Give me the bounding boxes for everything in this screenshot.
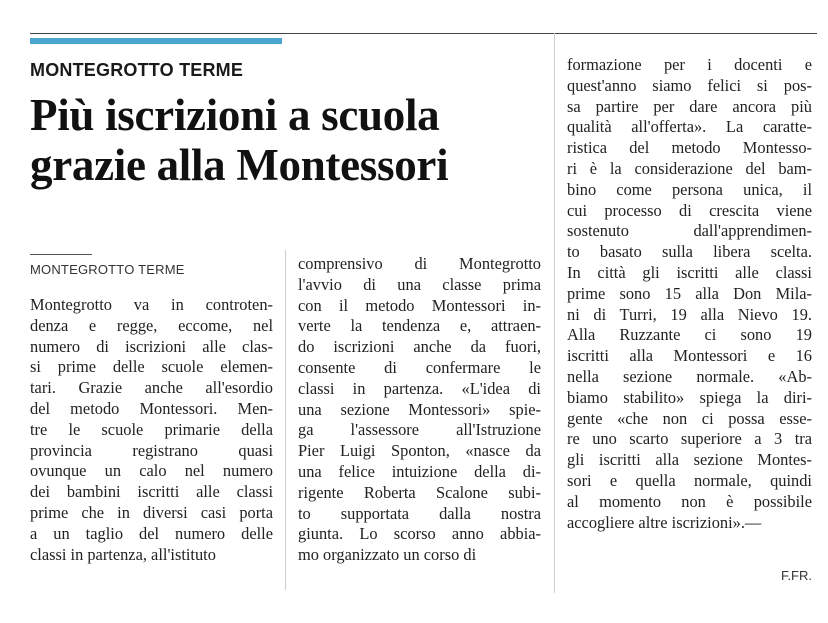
text-line: mo organizzato un corso di: [298, 545, 477, 565]
text-line: ga l'assessore all'Istruzione: [298, 420, 541, 440]
text-line: to basato sulla libera scelta.: [567, 242, 812, 262]
text-line: cui processo di crescita viene: [567, 200, 812, 220]
text-line: quest'anno siamo felici si pos-: [567, 75, 812, 95]
text-line: a un taglio del numero delle: [30, 523, 273, 543]
text-line: ni di Turri, 19 alla Nievo 19.: [567, 304, 812, 324]
section-accent-bar: [30, 38, 282, 44]
text-line: consente di confermare le: [298, 357, 541, 377]
text-line: prime che in diversi casi porta: [30, 502, 273, 522]
text-line: formazione per i docenti e: [567, 55, 812, 74]
text-line: ristica del metodo Montesso-: [567, 138, 812, 158]
article-column-1: [30, 295, 273, 565]
text-line: del metodo Montessori. Men-: [30, 398, 273, 418]
article-byline: MONTEGROTTO TERME: [30, 262, 185, 277]
text-line: una felice intuizione della di-: [298, 461, 541, 481]
text-line: biamo stabilito» spiega la diri-: [567, 387, 812, 407]
text-line: verte la tendenza e, attraen-: [298, 316, 541, 336]
text-line: con il metodo Montessori in-: [298, 295, 541, 315]
article-column-3: [567, 55, 812, 533]
text-line: re uno scarto superiore a 3 tra: [567, 429, 812, 449]
top-rule: [30, 33, 817, 34]
text-line: gli iscritti alla sezione Montes-: [567, 450, 812, 470]
text-line: numero di iscrizioni alle clas-: [30, 336, 273, 356]
text-line: sa partire per dare ancora più: [567, 96, 812, 116]
column-divider: [285, 250, 286, 590]
text-line: tre le scuole primarie della: [30, 419, 273, 439]
article-kicker: MONTEGROTTO TERME: [30, 60, 244, 80]
text-line: provincia registrano quasi: [30, 440, 273, 460]
text-line: sori e quella normale, quindi: [567, 470, 812, 490]
text-line: tari. Grazie anche all'esordio: [30, 378, 273, 398]
text-line: qualità all'offerta». La caratte-: [567, 117, 812, 137]
text-line: Alla Ruzzante ci sono 19: [567, 325, 812, 345]
text-line: gente «che non ci possa esse-: [567, 408, 812, 428]
byline-rule: [30, 254, 92, 255]
text-line: nella sezione normale. «Ab-: [567, 366, 812, 386]
text-line: ri è la considerazione del bam-: [567, 158, 812, 178]
article-headline: [30, 90, 550, 190]
text-line: comprensivo di Montegrotto: [298, 254, 541, 273]
text-line: si prime delle scuole elemen-: [30, 357, 273, 377]
text-line: Montegrotto va in controten-: [30, 295, 273, 314]
text-line: giunta. Lo scorso anno abbia-: [298, 524, 541, 544]
text-line: iscritti alla Montessori e 16: [567, 346, 812, 366]
text-line: ovunque un calo nel numero: [30, 461, 273, 481]
text-line: In città gli iscritti alle classi: [567, 262, 812, 282]
headline-line: Più iscrizioni a scuola: [30, 90, 440, 140]
author-signature: F.FR.: [780, 568, 812, 583]
article-column-2: [298, 254, 541, 566]
text-line: al momento non è possibile: [567, 491, 812, 511]
text-line: dei bambini iscritti alle classi: [30, 482, 273, 502]
text-line: to supportata dalla nostra: [298, 503, 541, 523]
column-divider: [554, 33, 555, 593]
text-line: l'avvio di una classe prima: [298, 274, 541, 294]
text-line: Pier Luigi Sponton, «nasce da: [298, 441, 541, 461]
text-line: sostenuto dall'apprendimen-: [567, 221, 812, 241]
text-line: prime sono 15 alla Don Mila-: [567, 283, 812, 303]
headline-line: grazie alla Montessori: [30, 140, 449, 190]
text-line: rigente Roberta Scalone subi-: [298, 482, 541, 502]
text-line: denza e regge, eccome, nel: [30, 315, 273, 335]
text-line: do iscrizioni anche da fuori,: [298, 337, 541, 357]
text-line: bino come persona unica, il: [567, 179, 812, 199]
text-line: classi in partenza, all'istituto: [30, 544, 216, 564]
text-line: una sezione Montessori» spie-: [298, 399, 541, 419]
text-line: classi in partenza. «L'idea di: [298, 378, 541, 398]
text-line: accogliere altre iscrizioni».—: [567, 512, 762, 532]
